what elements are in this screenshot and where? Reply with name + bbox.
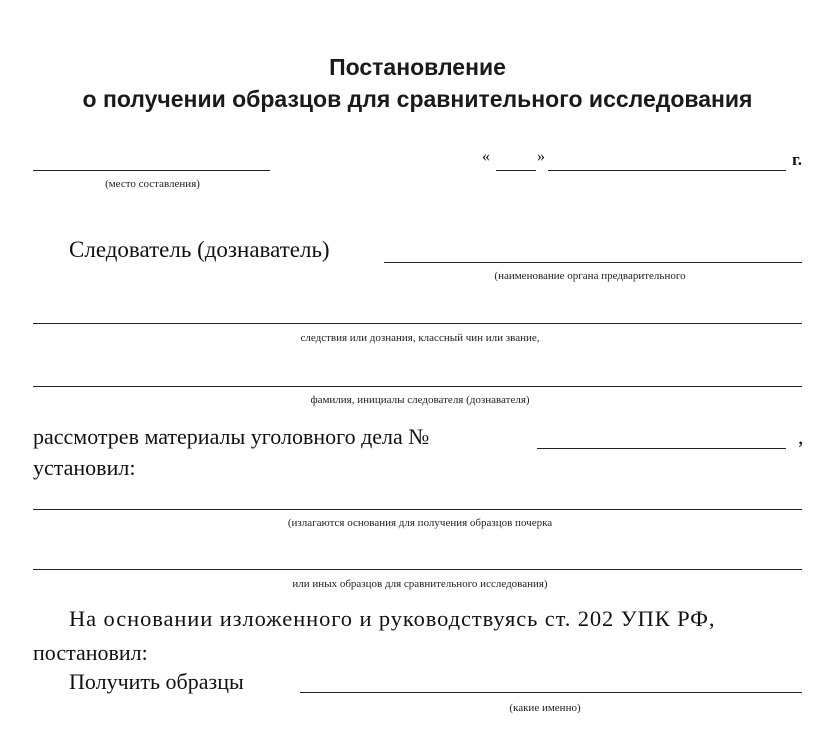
obtain-label: Получить образцы [69,669,244,694]
case-number-field[interactable] [537,448,786,449]
document-subtitle: о получении образцов для сравнительного исследования [82,86,753,112]
investigator-label: Следователь (дознаватель) [69,237,330,262]
grounds-caption-2: или иных образцов для сравнительного исследования) [292,578,548,590]
decided-label: постановил: [33,640,148,665]
year-suffix: г. [792,150,803,169]
investigator-caption-1: (наименование органа предварительного [494,270,686,282]
document-title: Постановление [329,54,506,80]
case-text: рассмотрев материалы уголовного дела № [33,424,430,449]
obtain-caption: (какие именно) [509,702,581,714]
place-field[interactable] [33,170,270,171]
investigator-rank-field[interactable] [33,323,802,324]
investigator-caption-3: фамилия, инициалы следователя (дознавателя) [310,394,530,406]
date-quote-close: » [537,148,545,165]
date-day-field[interactable] [496,170,536,171]
obtain-samples-field[interactable] [300,692,802,693]
case-comma: , [798,424,804,449]
investigator-organ-field[interactable] [384,262,802,263]
grounds-field[interactable] [33,509,802,510]
grounds-caption-1: (излагаются основания для получения образцов почерка [287,517,553,529]
investigator-name-field[interactable] [33,386,802,387]
investigator-caption-2: следствия или дознания, классный чин или звание, [300,332,540,344]
place-caption: (место составления) [105,178,200,190]
grounds-field-2[interactable] [33,569,802,570]
date-month-year-field[interactable] [548,170,786,171]
established-label: установил: [33,455,136,480]
basis-text: На основании изложенного и руководствуясь ст. 202 УПК РФ, [69,606,716,631]
date-quote-open: « [482,148,490,165]
